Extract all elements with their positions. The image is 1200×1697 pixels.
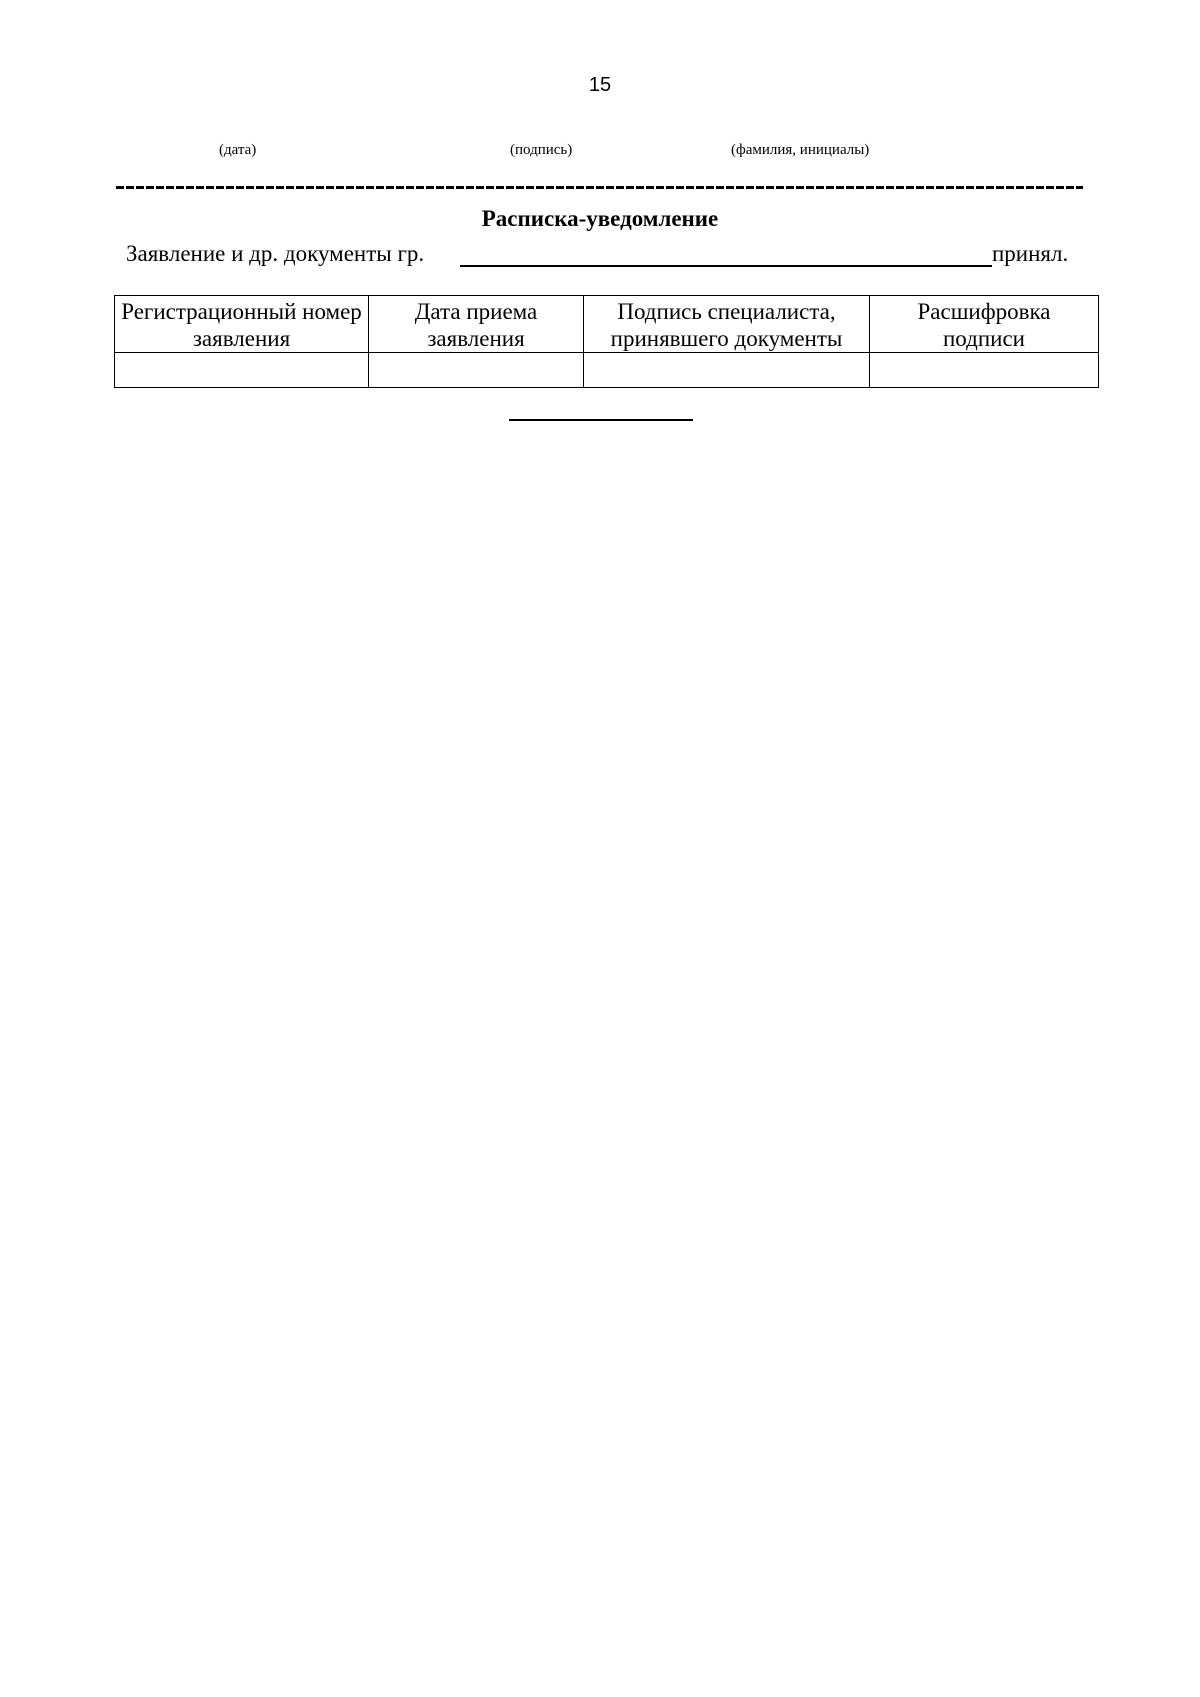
header-signature-transcript: Расшифровка подписи (870, 296, 1099, 353)
header-registration-number: Регистрационный номер заявления (115, 296, 369, 353)
accepted-prefix-text: Заявление и др. документы гр. (126, 241, 425, 266)
page-number: 15 (588, 74, 612, 96)
name-caption: (фамилия, инициалы) (731, 142, 870, 158)
accepted-statement (126, 241, 1072, 273)
end-of-document-rule (509, 419, 693, 421)
date-caption: (дата) (219, 142, 257, 158)
table-row (115, 353, 1099, 388)
header-specialist-signature: Подпись специалиста, принявшего документы (584, 296, 870, 353)
cut-line-divider (116, 180, 1083, 194)
table-header-row (115, 296, 1099, 353)
receipt-table (114, 295, 1099, 388)
table-cell (870, 353, 1099, 388)
table-cell (584, 353, 870, 388)
accepted-suffix-text: принял. (992, 241, 1069, 266)
header-acceptance-date: Дата приема заявления (369, 296, 584, 353)
receipt-title: Расписка-уведомление (481, 206, 719, 231)
table-cell (369, 353, 584, 388)
signature-caption: (подпись) (510, 142, 573, 158)
applicant-name-blank (460, 265, 992, 267)
table-cell (115, 353, 369, 388)
